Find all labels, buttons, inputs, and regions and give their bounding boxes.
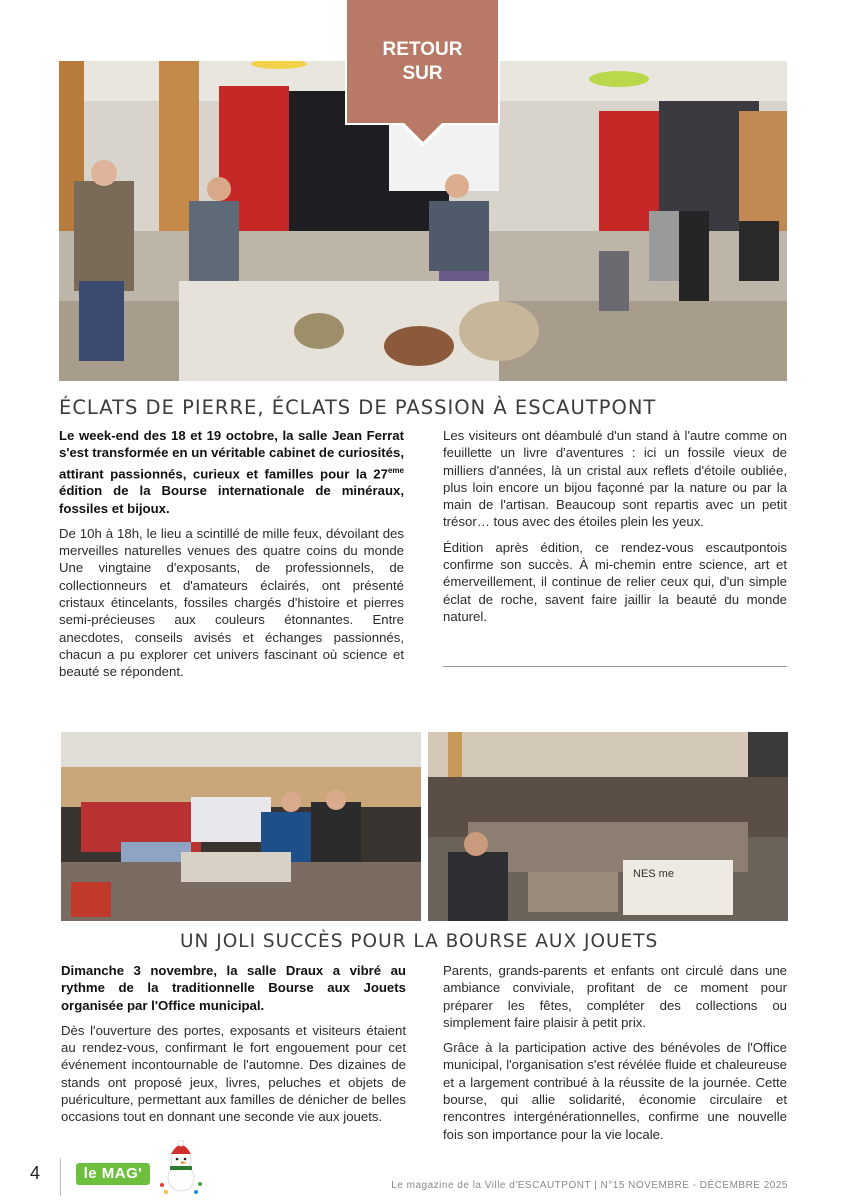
article1-paragraph-3: Les visiteurs ont déambulé d'un stand à l'autre comme on feuillette un livre d'aventures : ici un fossile vieux de milliers d'années, là un cristal aux reflets d'étoile oubliée, plus loin encore un bijou façonné par la nature ou par la main de l'artisan. Beaucoup sont repartis avec un petit trésor… tous avec des étoiles plein les yeux. <box>443 428 787 530</box>
banner-arrow <box>404 123 442 142</box>
article2-title: UN JOLI SUCCÈS POUR LA BOURSE AUX JOUETS <box>180 931 659 952</box>
signage-text: NES me <box>633 868 674 880</box>
article2-col-right <box>443 962 787 1151</box>
page-number: 4 <box>30 1163 41 1183</box>
article1-lead: Le week-end des 18 et 19 octobre, la salle Jean Ferrat s'est transformée en un véritable cabinet de curiosités, attirant passionnés, curieux et familles pour la 27eme édition de la Bourse internationale de minéraux, fossiles et bijoux. <box>59 428 404 516</box>
toy-fair-photo-left <box>61 732 421 921</box>
toy-fair-photo-right <box>428 732 788 921</box>
section-banner <box>345 0 500 125</box>
banner-line-1: RETOUR <box>382 39 463 60</box>
article1-paragraph-2: De 10h à 18h, le lieu a scintillé de mille feux, dévoilant des merveilles naturelles venues des quatre coins du monde Une vingtaine d'exposants, de professionnels, de collectionneurs et d'amateurs éclairés, ont présenté cristaux étincelants, fossiles chargés d'histoire et pierres semi-précieuses aux couleurs étonnantes. Entre anecdotes, conseils avisés et échanges passionnés, chacun a pu explorer cet univers fascinant où science et beauté se répondent. <box>59 525 404 680</box>
banner-line-2: SUR <box>402 63 443 84</box>
article1-col-left <box>59 427 404 689</box>
article2-lead: Dimanche 3 novembre, la salle Draux a vibré au rythme de la traditionnelle Bourse aux Jouets organisée par l'Office municipal. <box>61 963 406 1013</box>
article-divider <box>443 666 787 667</box>
article1-col-right <box>443 427 787 633</box>
article1-paragraph-4: Édition après édition, ce rendez-vous escautpontois confirme son succès. À mi-chemin entre science, art et émerveillement, il continue de relier ceux qui, d'un simple éclat de roche, savent faire jaillir la beauté du monde naturel. <box>443 539 787 624</box>
article2-paragraph-2: Dès l'ouverture des portes, exposants et visiteurs étaient au rendez-vous, confirmant le fort engouement pour cet événement incontournable de l'automne. Des dizaines de stands ont proposé jeux, livres, peluches et objets de puériculture, permettant aux familles de dénicher de belles occasions tout en donnant une seconde vie aux jouets. <box>61 1022 406 1125</box>
magazine-logo: le MAG' <box>76 1163 150 1185</box>
article2-paragraph-3: Parents, grands-parents et enfants ont circulé dans une ambiance conviviale, profitant de ce moment pour préparer les fêtes, compléter des collections ou simplement faire plaisir à petit prix. <box>443 963 787 1030</box>
footer-divider <box>60 1158 61 1196</box>
article1-title: ÉCLATS DE PIERRE, ÉCLATS DE PASSION À ESCAUTPONT <box>59 396 657 419</box>
snowman-mascot-icon <box>156 1140 206 1195</box>
article2-col-left <box>61 962 406 1134</box>
footer-credits: Le magazine de la Ville d'ESCAUTPONT | N°15 NOVEMBRE - DÉCEMBRE 2025 <box>391 1180 788 1191</box>
article2-paragraph-4: Grâce à la participation active des bénévoles de l'Office municipal, l'organisation s'est révélée fluide et chaleureuse et a largement contribué à la réussite de la journée. Cette bourse, qui allie solidarité, économie circulaire et rencontres intergénérationnelles, confirme une nouvelle fois son importance pour la vie locale. <box>443 1040 787 1142</box>
